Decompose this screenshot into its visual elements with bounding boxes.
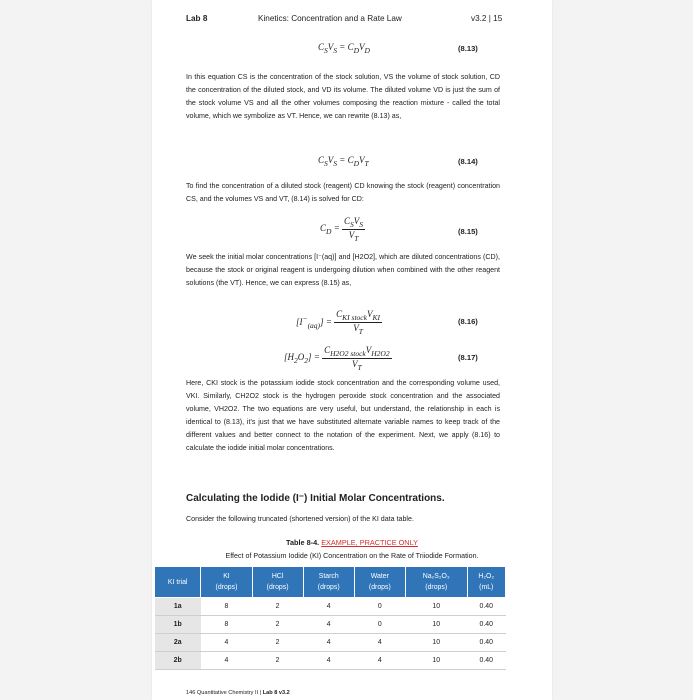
table-caption: Table 8-4. EXAMPLE, PRACTICE ONLY (286, 538, 418, 547)
table-cell: 4 (354, 634, 405, 652)
document-page (152, 0, 552, 700)
header-lab: Lab 8 (186, 14, 208, 23)
header-title: Kinetics: Concentration and a Rate Law (258, 14, 402, 23)
table-cell: 8 (201, 616, 252, 634)
table-header-cell: Water (drops) (354, 567, 405, 598)
table-trial-cell: 1a (155, 598, 201, 616)
equation-8-17: $[H_2O_2]$ = $C_{H2O2 stock}V_{H2O2}$ $V_T$ (284, 345, 390, 372)
table-row (155, 598, 506, 616)
table-cell: 0.40 (467, 598, 506, 616)
table-cell: 10 (405, 598, 467, 616)
equation-8-16: $[I^-_{(aq)}]$ = $C_{KI stock}V_{KI}$ $V_T$ (296, 309, 380, 336)
table-cell: 4 (201, 652, 252, 670)
table-cell: 10 (405, 652, 467, 670)
table-header-cell: Starch (drops) (303, 567, 354, 598)
table-cell: 10 (405, 634, 467, 652)
table-cell: 4 (303, 652, 354, 670)
equation-8-13: $C_SV_S = C_DV_D$ (318, 42, 370, 55)
table-header-cell: HCl (drops) (252, 567, 303, 598)
equation-number-8-14: (8.14) (458, 157, 478, 166)
equation-number-8-15: (8.15) (458, 227, 478, 236)
section-heading: Calculating the Iodide (I⁻) Initial Molar Concentrations. (186, 493, 445, 504)
page-footer: 146 Quantitative Chemistry II | Lab 8 v3.2 (186, 690, 290, 696)
table-trial-cell: 2a (155, 634, 201, 652)
table-header-cell: H₂O₂ (mL) (467, 567, 506, 598)
table-header-cell: KI trial (155, 567, 201, 598)
equation-number-8-13: (8.13) (458, 44, 478, 53)
equation-8-14: $C_SV_S = C_DV_T$ (318, 155, 369, 168)
table-cell: 0 (354, 598, 405, 616)
ki-data-table (154, 566, 506, 670)
table-cell: 2 (252, 598, 303, 616)
table-cell: 4 (201, 634, 252, 652)
paragraph-dilution: In this equation CS is the concentration of the stock solution, VS the volume of stock solution, CD the concentration of the diluted stock, and VD its volume. The diluted volume VD is just the sum of the stock volume VS and all the other volumes composing the reaction mixture - called the total volume, which we symbolize as VT. Hence, we can rewrite (8.13) as, (186, 73, 500, 120)
paragraph-explanation: Here, CKI stock is the potassium iodide stock concentration and the corresponding volume used, VKI. Similarly, CH2O2 stock is the hydrogen peroxide stock concentration and the associated volume, VH2O2. The two equations are very useful, but understand, the relationship in each is identical to (8.13), it's just that we have substituted alternate variable names to keep track of the different values and better connect to the notation of the experiment. Next, we apply (8.16) to calculate the iodide initial molar concentrations. (186, 379, 500, 452)
table-row (155, 616, 506, 634)
table-cell: 0.40 (467, 634, 506, 652)
table-cell: 8 (201, 598, 252, 616)
table-cell: 2 (252, 652, 303, 670)
table-header-cell: KI (drops) (201, 567, 252, 598)
table-cell: 10 (405, 616, 467, 634)
table-cell: 2 (252, 634, 303, 652)
paragraph-solve-cd: To find the concentration of a diluted stock (reagent) CD knowing the stock (reagent) concentration CS, and the volumes VS and VT, (8.14) is solved for CD: (186, 182, 500, 203)
equation-8-15: $C_D$ = $C_SV_S$ $V_T$ (320, 216, 364, 243)
equation-number-8-16: (8.16) (458, 317, 478, 326)
table-trial-cell: 2b (155, 652, 201, 670)
table-row (155, 634, 506, 652)
table-cell: 4 (303, 634, 354, 652)
paragraph-initial-concentrations: We seek the initial molar concentrations [I⁻(aq)] and [H2O2], which are diluted concentrations (CD), because the stock or original reagent is undergoing dilution when combined with the other reagent solutions (the VT). Hence, we can express (8.15) as, (186, 253, 500, 287)
table-subtitle: Effect of Potassium Iodide (KI) Concentration on the Rate of Triiodide Formation. (225, 552, 479, 560)
table-cell: 4 (303, 598, 354, 616)
table-trial-cell: 1b (155, 616, 201, 634)
equation-number-8-17: (8.17) (458, 353, 478, 362)
table-header-cell: Na₂S₂O₃ (drops) (405, 567, 467, 598)
table-row (155, 652, 506, 670)
header-version: v3.2 | 15 (471, 14, 503, 23)
table-cell: 0 (354, 616, 405, 634)
table-cell: 0.40 (467, 652, 506, 670)
section-intro: Consider the following truncated (shortened version) of the KI data table. (186, 515, 414, 523)
table-cell: 4 (303, 616, 354, 634)
table-cell: 0.40 (467, 616, 506, 634)
table-cell: 2 (252, 616, 303, 634)
example-tag: EXAMPLE, PRACTICE ONLY (321, 538, 418, 547)
table-cell: 4 (354, 652, 405, 670)
